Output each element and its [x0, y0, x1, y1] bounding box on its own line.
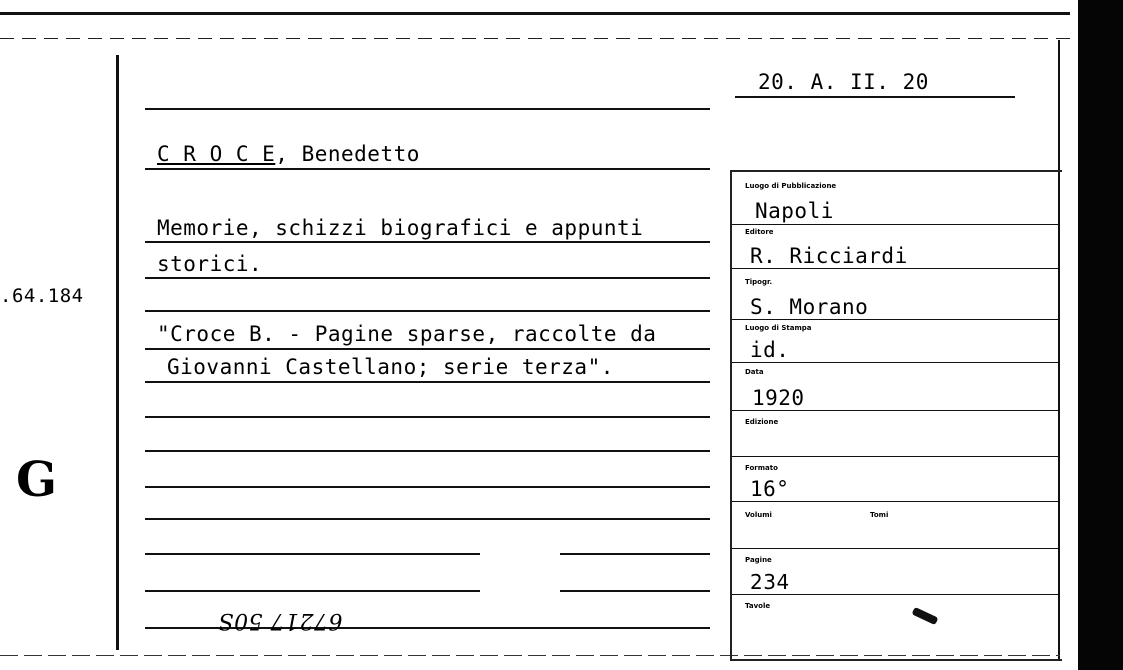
label-print-place: Luogo di Stampa: [745, 324, 812, 332]
call-number: 20. A. II. 20: [758, 70, 929, 94]
author-heading: [157, 142, 420, 166]
top-dashed-line: [0, 38, 1070, 39]
author-surname: C R O C E: [157, 142, 276, 166]
rule-11: [145, 518, 710, 520]
value-pages: 234: [750, 570, 790, 594]
top-border-line: [0, 12, 1070, 15]
box-rule-3: [732, 319, 1060, 320]
box-rule-8: [732, 548, 1060, 549]
handwritten-note: 67217 50S: [218, 608, 343, 633]
box-rule-6: [732, 456, 1060, 457]
rule-8: [145, 416, 710, 418]
value-format: 16°: [750, 477, 790, 501]
box-rule-2: [732, 268, 1060, 269]
label-publisher: Editore: [745, 228, 774, 236]
value-date: 1920: [752, 386, 805, 410]
series-line-2: Giovanni Castellano; serie terza".: [167, 355, 614, 379]
left-number: .64.184: [0, 285, 84, 307]
box-rule-4: [732, 362, 1060, 363]
rule-3: [145, 241, 710, 243]
rule-4: [145, 277, 710, 279]
title-line-2: storici.: [157, 252, 263, 276]
label-tomes: Tomi: [870, 511, 889, 519]
author-forename: , Benedetto: [275, 142, 420, 166]
label-volumes: Volumi: [745, 511, 772, 519]
label-date: Data: [745, 368, 764, 376]
rule-1: [145, 108, 710, 110]
series-line-1: "Croce B. - Pagine sparse, raccolte da: [157, 322, 657, 346]
rule-12a: [145, 553, 480, 555]
left-letter: G: [16, 452, 58, 508]
box-rule-9: [732, 594, 1060, 595]
scan-dark-edge: [1078, 0, 1123, 670]
value-printer: S. Morano: [750, 295, 869, 319]
title-line-1: Memorie, schizzi biografici e appunti: [157, 216, 644, 240]
label-format: Formato: [745, 464, 778, 472]
call-number-rule: [735, 96, 1015, 98]
label-tables: Tavole: [745, 602, 771, 610]
rule-6: [145, 348, 710, 350]
label-printer: Tipogr.: [745, 278, 773, 286]
rule-13b: [560, 590, 710, 592]
value-publisher: R. Ricciardi: [750, 244, 908, 268]
label-edition: Edizione: [745, 418, 779, 426]
value-place: Napoli: [755, 199, 834, 223]
rule-10: [145, 486, 710, 488]
rule-2: [145, 168, 710, 170]
value-print-place: id.: [750, 338, 790, 362]
rule-7: [145, 381, 710, 383]
rule-13a: [145, 590, 480, 592]
box-rule-5: [732, 410, 1060, 411]
label-pages: Pagine: [745, 556, 772, 564]
rule-5: [145, 310, 710, 312]
left-margin-rule: [116, 55, 119, 650]
label-place: Luogo di Pubblicazione: [745, 182, 837, 190]
rule-9: [145, 450, 710, 452]
rule-12b: [560, 553, 710, 555]
box-rule-7: [732, 501, 1060, 502]
box-rule-1: [732, 224, 1060, 225]
